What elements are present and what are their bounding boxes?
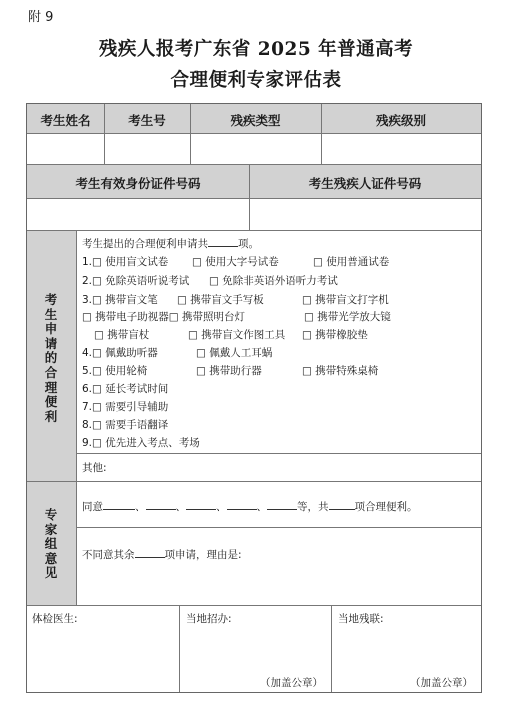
appendix-number: 附 9 <box>28 10 54 25</box>
rule <box>27 164 481 165</box>
option-row-1[interactable]: 1.□ 使用盲文试卷 □ 使用大字号试卷 □ 使用普通试卷 <box>82 256 390 268</box>
rule <box>76 527 481 528</box>
rule <box>27 481 481 482</box>
disagree-count-blank[interactable] <box>135 547 165 558</box>
application-side-label: 考生申请的合理便利 <box>44 292 58 424</box>
rule <box>27 230 481 231</box>
exam-office-label: 当地招办: <box>186 613 232 625</box>
name-field[interactable] <box>27 134 104 164</box>
option-row-4[interactable]: □ 携带电子助视器□ 携带照明台灯 □ 携带光学放大镜 <box>82 311 391 323</box>
option-row-2[interactable]: 2.□ 免除英语听说考试 □ 免除非英语外语听力考试 <box>82 275 338 287</box>
rule <box>76 231 77 605</box>
agree-blank-3[interactable] <box>186 499 216 510</box>
header-disability-type: 残疾类型 <box>230 113 281 128</box>
disability-level-field[interactable] <box>321 134 481 164</box>
option-row-8[interactable]: 6.□ 延长考试时间 <box>82 383 169 395</box>
exam-office-seal-note: （加盖公章） <box>260 677 323 689</box>
doctor-signature-label: 体检医生: <box>32 613 78 625</box>
application-count-blank[interactable] <box>208 236 238 247</box>
header-id-number: 考生有效身份证件号码 <box>75 176 201 191</box>
form-title-line2: 合理便利专家评估表 <box>170 70 342 91</box>
id-number-field[interactable] <box>27 199 249 229</box>
disability-certificate-field[interactable] <box>249 199 481 229</box>
rule <box>179 606 180 692</box>
option-row-9[interactable]: 7.□ 需要引导辅助 <box>82 401 169 413</box>
federation-seal-note: （加盖公章） <box>410 677 473 689</box>
expert-side-label: 专家组意见 <box>44 507 58 581</box>
rule <box>27 198 481 199</box>
agree-blank-5[interactable] <box>267 499 297 510</box>
option-row-7[interactable]: 5.□ 使用轮椅 □ 携带助行器 □ 携带特殊桌椅 <box>82 365 379 377</box>
other-label: 其他: <box>82 462 107 474</box>
exam-number-field[interactable] <box>104 134 190 164</box>
agree-blank-4[interactable] <box>227 499 257 510</box>
rule <box>76 453 481 454</box>
option-row-3[interactable]: 3.□ 携带盲文笔 □ 携带盲文手写板 □ 携带盲文打字机 <box>82 294 389 306</box>
agree-blank-2[interactable] <box>146 499 176 510</box>
disagree-line: 不同意其余 项申请，理由是: <box>82 549 242 561</box>
option-row-10[interactable]: 8.□ 需要手语翻译 <box>82 419 169 431</box>
disability-type-field[interactable] <box>190 134 321 164</box>
application-intro: 考生提出的合理便利申请共 项。 <box>82 238 259 250</box>
agree-line: 同意 、 、 、 、 等，共 项合理便利。 <box>82 501 418 513</box>
header-name: 考生姓名 <box>40 113 91 128</box>
header-disability-level: 残疾级别 <box>375 113 426 128</box>
disabled-federation-label: 当地残联: <box>338 613 384 625</box>
option-row-11[interactable]: 9.□ 优先进入考点、考场 <box>82 437 200 449</box>
header-exam-number: 考生号 <box>128 113 166 128</box>
option-row-6[interactable]: 4.□ 佩戴助听器 □ 佩戴人工耳蜗 <box>82 347 273 359</box>
agree-blank-1[interactable] <box>103 499 135 510</box>
rule <box>331 606 332 692</box>
rule <box>104 104 105 164</box>
rule <box>190 104 191 164</box>
form-title-line1: 残疾人报考广东省 2025 年普通高考 <box>98 39 414 60</box>
rule <box>321 104 322 164</box>
header-disability-certificate: 考生残疾人证件号码 <box>308 176 422 191</box>
rule <box>27 605 481 606</box>
rule <box>249 165 250 230</box>
agree-count-blank[interactable] <box>329 499 355 510</box>
rule <box>27 133 481 134</box>
